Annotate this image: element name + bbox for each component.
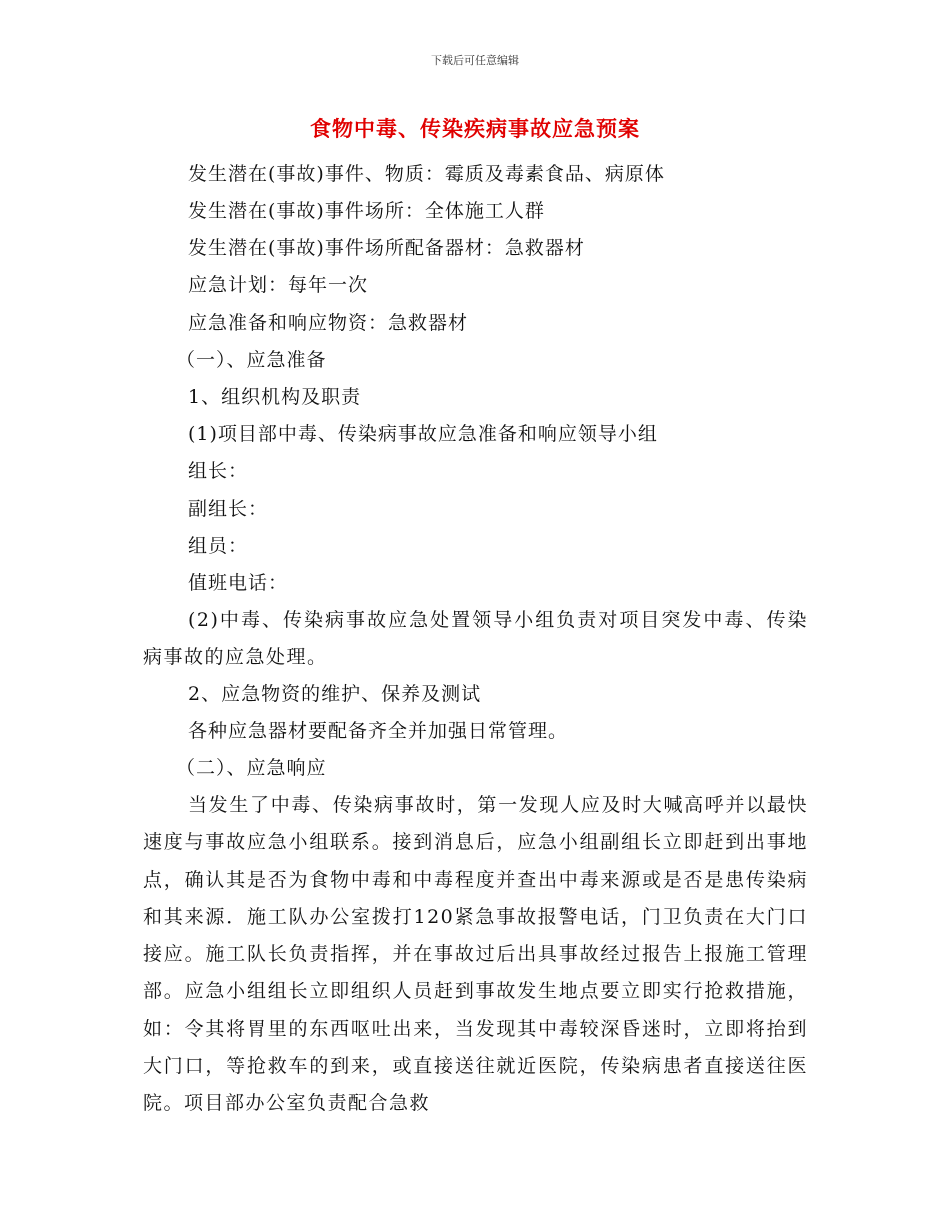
text-line: (1)项目部中毒、传染病事故应急准备和响应领导小组 — [188, 423, 658, 445]
text-line: 各种应急器材要配备齐全并加强日常管理。 — [188, 720, 569, 742]
paragraph — [143, 602, 808, 677]
section-heading: （二）、应急响应 — [176, 757, 327, 779]
text-line: 应急准备和响应物资：急救器材 — [188, 312, 469, 334]
section-heading: （一）、应急准备 — [176, 349, 327, 371]
text-line: 副组长： — [188, 498, 269, 520]
document-title: 食物中毒、传染疾病事故应急预案 — [310, 117, 640, 141]
text-line: 组长： — [188, 460, 249, 482]
text-line: 发生潜在(事故)事件、物质：霉质及毒素食品、病原体 — [188, 163, 665, 185]
text-line: 组员： — [188, 535, 249, 557]
subsection-heading: 1、组织机构及职责 — [188, 386, 362, 408]
paragraph-text: 当发生了中毒、传染病事故时，第一发现人应及时大喊高呼并以最快速度与事故应急小组联系。接到消息后，应急小组副组长立即赶到出事地点，确认其是否为食物中毒和中毒程度并查出中毒来源或是否是患传染病和其来源．施工队办公室拨打120紧急事故报警电话，门卫负责在大门口接应。施工队长负责指挥，并在事故过后出具事故经过报告上报施工管理部。应急小组组长立即组织人员赶到事故发生地点要立即实行抢救措施，如：令其将胃里的东西呕吐出来，当发现其中毒较深昏迷时，立即将抬到大门口，等抢救车的到来，或直接送往就近医院，传染病患者直接送往医院。项目部办公室负责配合急救 — [143, 794, 808, 1115]
header-note: 下载后可任意编辑 — [431, 54, 519, 67]
text-line: 应急计划：每年一次 — [188, 274, 369, 296]
text-line: 发生潜在(事故)事件场所：全体施工人群 — [188, 200, 545, 222]
text-line: 发生潜在(事故)事件场所配备器材：急救器材 — [188, 237, 585, 259]
subsection-heading: 2、应急物资的维护、保养及测试 — [188, 683, 482, 705]
text-line: 值班电话： — [188, 572, 289, 594]
paragraph-text: (2)中毒、传染病事故应急处置领导小组负责对项目突发中毒、传染病事故的应急处理。 — [143, 609, 808, 669]
paragraph — [143, 787, 808, 1123]
